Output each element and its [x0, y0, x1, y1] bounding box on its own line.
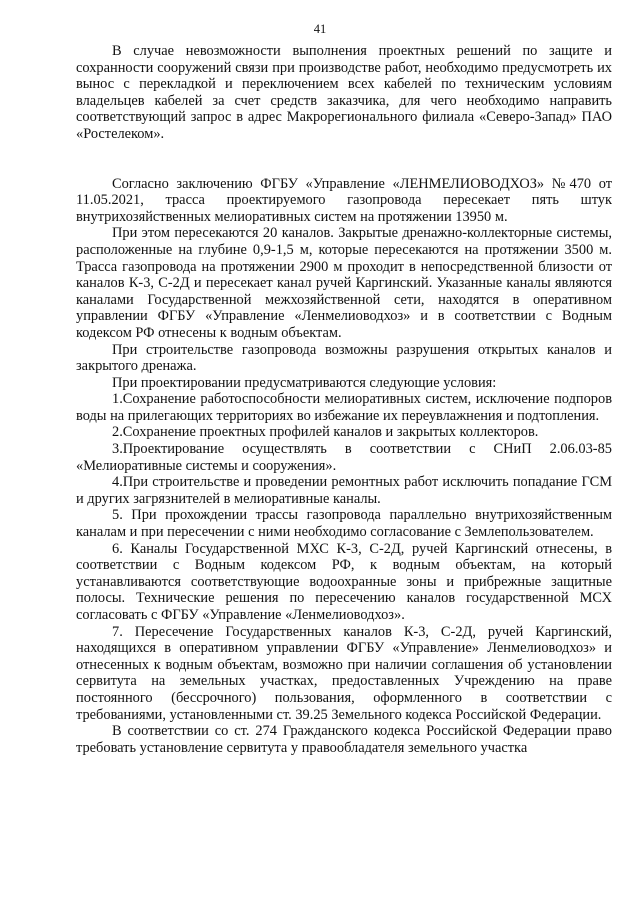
paragraph-crossed-channels: При этом пересекаются 20 каналов. Закрытые дренажно-коллекторные системы, расположенные на глубине 0,9-1,5 м, которые пересекаются на протяжении 3500 м. Трасса газопровода на протяжении 2900 м проходит в непосредственной близости от каналов К-3, С-2Д и пересекает канал ручей Каргинский. Указанные каналы являются каналами Государственной межхозяйственной сети, находятся в оперативном управлении ФГБУ «Управление «Ленмелиоводхоз» и в соответствии с Водным кодексом РФ отнесены к водным объектам. [76, 225, 612, 341]
condition-item-3: 3.Проектирование осуществлять в соответствии с СНиП 2.06.03-85 «Мелиоративные системы и сооружения». [76, 441, 612, 474]
paragraph-lenmeliovodkhoz-conclusion: Согласно заключению ФГБУ «Управление «ЛЕНМЕЛИОВОДХОЗ» №470 от 11.05.2021, трасса проектируемого газопровода пересекает пять штук внутрихозяйственных мелиоративных систем на протяжении 13950 м. [76, 175, 612, 225]
condition-item-4: 4.При строительстве и проведении ремонтных работ исключить попадание ГСМ и других загрязнителей в мелиоративные каналы. [76, 474, 612, 507]
paragraph-telecom-cables: В случае невозможности выполнения проектных решений по защите и сохранности сооружений связи при производстве работ, необходимо предусмотреть их вынос с перекладкой и переключением всех кабелей по техническим условиям владельцев кабелей за счет средств заказчика, для чего необходимо направить соответствующий запрос в адрес Макрорегионального филиала «Северо-Запад» ПАО «Ростелеком». [76, 43, 612, 142]
condition-item-5: 5. При прохождении трассы газопровода параллельно внутрихозяйственным каналам и при пересечении с ними необходимо согласование с Землепользователем. [76, 507, 612, 541]
paragraph-civil-code-servitude: В соответствии со ст. 274 Гражданского кодекса Российской Федерации право требовать установление сервитута у правообладателя земельного участка [76, 723, 612, 756]
document-body [76, 43, 612, 756]
paragraph-conditions-intro: При проектировании предусматриваются следующие условия: [112, 374, 497, 391]
condition-item-2: 2.Сохранение проектных профилей каналов и закрытых коллекторов. [112, 424, 539, 441]
condition-item-1: 1.Сохранение работоспособности мелиоративных систем, исключение подпоров воды на прилегающих территориях во избежание их переувлажнения и подтопления. [76, 391, 612, 424]
condition-item-6: 6. Каналы Государственной МХС К-3, С-2Д, ручей Каргинский отнесены, в соответствии с Водным кодексом РФ, к водным объектам, на который устанавливаются соответствующие водоохранные зоны и прибрежные защитные полосы. Технические решения по пересечению каналов государственной МСХ согласовать с ФГБУ «Управление «Ленмелиоводхоз». [76, 540, 612, 623]
page-number: 41 [313, 22, 327, 36]
paragraph-possible-destruction: При строительстве газопровода возможны разрушения открытых каналов и закрытого дренажа. [76, 341, 612, 375]
condition-item-7: 7. Пересечение Государственных каналов К-3, С-2Д, ручей Каргинский, находящихся в оперативном управлении ФГБУ «Управление» Ленмелиоводхоз» и отнесенных к водным объектам, возможно при наличии соглашения об установлении сервитута на земельных участках, предоставленных Учреждению на праве постоянного (бессрочного) пользования, оформленного в соответствии с требованиями, установленными ст. 39.25 Земельного кодекса Российской Федерации. [76, 623, 612, 723]
